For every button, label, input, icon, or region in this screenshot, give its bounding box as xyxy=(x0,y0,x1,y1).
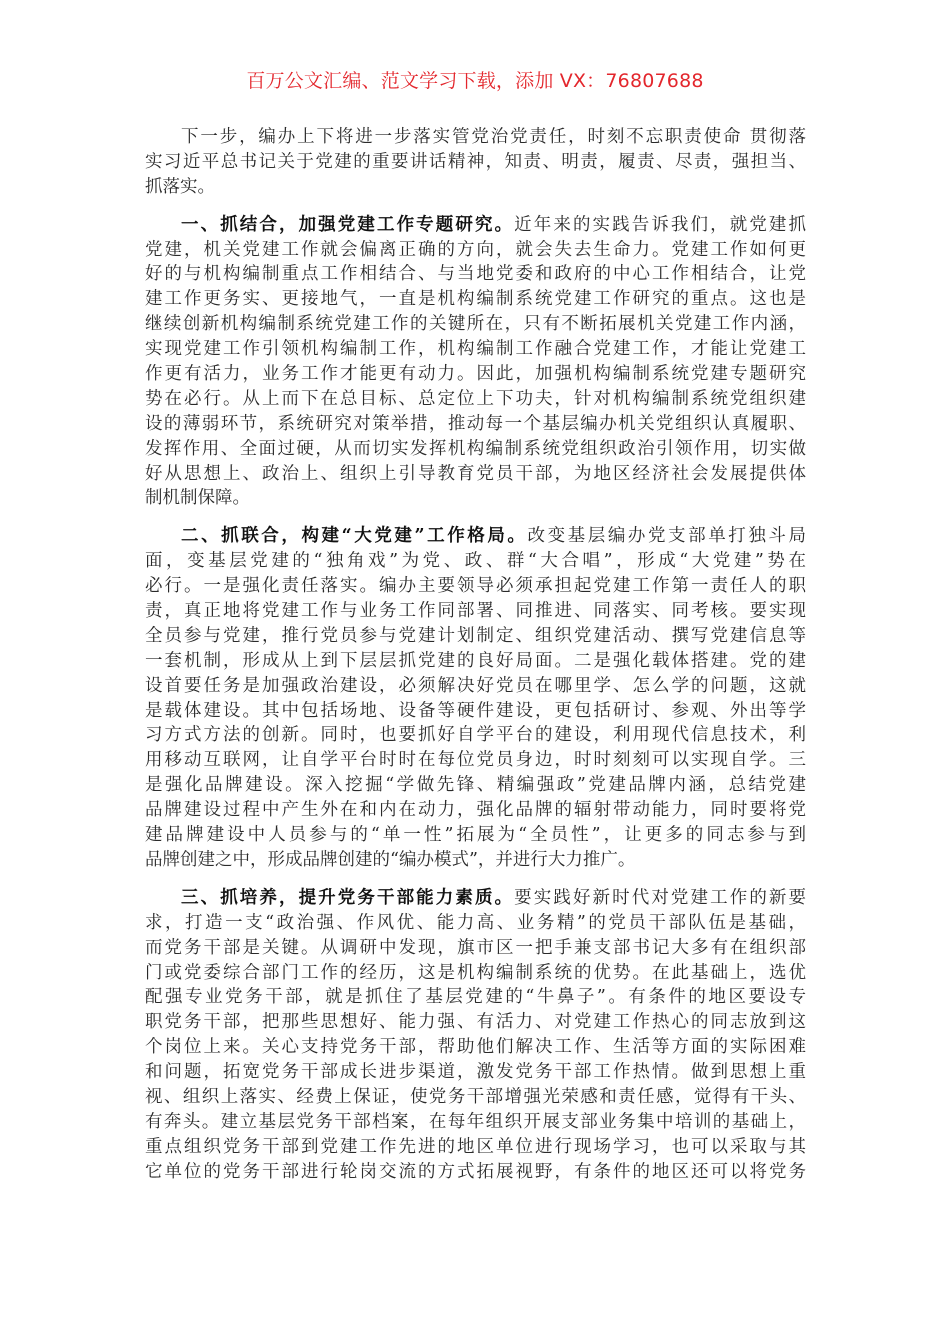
line-text: 好的与机构编制重点工作相结合、与当地党委和政府的中心工作相结合，让党 xyxy=(145,264,806,285)
line-text: 全员参与党建，推行党员参与党建计划制定、组织党建活动、撰写党建信息等 xyxy=(145,625,806,646)
line-text: 是载体建设。其中包括场地、设备等硬件建设，更包括研讨、参观、外出等学 xyxy=(145,700,806,721)
line-text: 配强专业党务干部，就是抓住了基层党建的“牛鼻子”。有条件的地区要设专 xyxy=(145,987,806,1008)
text-line xyxy=(145,462,806,487)
text-line xyxy=(145,1160,806,1185)
line-text: 品牌创建之中，形成品牌创建的“编办模式”，并进行大力推广。 xyxy=(145,849,636,870)
text-line xyxy=(145,798,806,823)
line-text: 视、组织上落实、经费上保证，使党务干部增强光荣感和责任感，觉得有干头、 xyxy=(145,1086,806,1107)
text-line xyxy=(145,599,806,624)
text-line xyxy=(145,911,806,936)
text-line xyxy=(145,312,806,337)
line-text: 抓落实。 xyxy=(145,176,215,197)
text-line xyxy=(145,699,806,724)
text-line xyxy=(145,723,806,748)
line-text: 面，变基层党建的“独角戏”为党、政、群“大合唱”，形成“大党建”势在 xyxy=(145,551,806,572)
text-line xyxy=(145,574,806,599)
text-line xyxy=(145,1085,806,1110)
text-line xyxy=(145,649,806,674)
line-text: 必行。一是强化责任落实。编办主要领导必须承担起党建工作第一责任人的职 xyxy=(145,576,806,597)
text-line xyxy=(145,773,806,798)
text-line xyxy=(145,848,806,873)
text-line xyxy=(145,238,806,263)
paragraph xyxy=(145,125,806,200)
section-heading: 二、抓联合，构建“大党建”工作格局。 xyxy=(181,526,528,547)
line-text: 发挥作用、全面过硬，从而切实发挥机构编制系统党组织政治引领作用，切实做 xyxy=(145,438,806,459)
line-text: 实现党建工作引领机构编制工作，机构编制工作融合党建工作，才能让党建工 xyxy=(145,339,806,360)
line-text: 有奔头。建立基层党务干部档案，在每年组织开展支部业务集中培训的基础上， xyxy=(145,1111,806,1132)
text-line xyxy=(145,175,806,200)
line-text: 建品牌建设中人员参与的“单一性”拓展为“全员性”，让更多的同志参与到 xyxy=(145,825,806,846)
text-line xyxy=(145,961,806,986)
line-text: 设的薄弱环节，系统研究对策举措，推动每一个基层编办机关党组织认真履职、 xyxy=(145,413,806,434)
text-line xyxy=(145,823,806,848)
text-line xyxy=(145,1060,806,1085)
line-text: 势在必行。从上而下在总目标、总定位上下功夫，针对机构编制系统党组织建 xyxy=(145,388,806,409)
text-line xyxy=(145,150,806,175)
text-line xyxy=(145,886,806,911)
section-heading: 一、抓结合，加强党建工作专题研究。 xyxy=(181,214,515,235)
text-line xyxy=(145,437,806,462)
text-line xyxy=(145,287,806,312)
text-line xyxy=(145,1135,806,1160)
text-line xyxy=(145,936,806,961)
line-text: 用移动互联网，让自学平台时时在每位党员身边，时时刻刻可以实现自学。三 xyxy=(145,750,806,771)
text-line xyxy=(145,125,806,150)
line-text: 下一步，编办上下将进一步落实管党治党责任，时刻不忘职责使命 贯彻落 xyxy=(181,127,806,147)
line-text: 设首要任务是加强政治建设，必须解决好党员在哪里学、怎么学的问题，这就 xyxy=(145,675,806,696)
text-line xyxy=(145,337,806,362)
watermark-banner: 百万公文汇编、范文学习下载，添加 VX：76807688 xyxy=(246,70,704,92)
section-heading: 三、抓培养，提升党务干部能力素质。 xyxy=(181,887,515,908)
text-line xyxy=(145,486,806,511)
line-text: 一套机制，形成从上到下层层抓党建的良好局面。二是强化载体搭建。党的建 xyxy=(145,650,806,671)
text-line xyxy=(145,624,806,649)
document-body xyxy=(145,125,806,1198)
text-line xyxy=(145,262,806,287)
line-text: 和问题，拓宽党务干部成长进步渠道，激发党务干部工作热情。做到思想上重 xyxy=(145,1062,806,1083)
line-text: 是强化品牌建设。深入挖掘“学做先锋、精编强政”党建品牌内涵，总结党建 xyxy=(145,775,806,796)
line-text: 要实践好新时代对党建工作的新要 xyxy=(514,887,807,908)
line-text: 品牌建设过程中产生外在和内在动力，强化品牌的辐射带动能力，同时要将党 xyxy=(145,800,806,821)
text-line xyxy=(145,412,806,437)
text-line xyxy=(145,213,806,238)
line-text: 职党务干部，把那些思想好、能力强、有活力、对党建工作热心的同志放到这 xyxy=(145,1012,806,1033)
line-text: 门或党委综合部门工作的经历，这是机构编制系统的优势。在此基础上，选优 xyxy=(145,962,806,983)
line-text: 个岗位上来。关心支持党务干部，帮助他们解决工作、生活等方面的实际困难 xyxy=(145,1037,806,1058)
text-line xyxy=(145,549,806,574)
line-text: 实习近平总书记关于党建的重要讲话精神，知责、明责，履责、尽责，强担当、 xyxy=(145,151,806,172)
text-line xyxy=(145,748,806,773)
paragraph xyxy=(145,524,806,872)
line-text: 习方式方法的创新。同时，也要抓好自学平台的建设，利用现代信息技术，利 xyxy=(145,725,806,746)
paragraph xyxy=(145,886,806,1185)
text-line xyxy=(145,1010,806,1035)
line-text: 责，真正地将党建工作与业务工作同部署、同推进、同落实、同考核。要实现 xyxy=(145,601,806,622)
line-text: 制机制保障。 xyxy=(145,488,250,509)
text-line xyxy=(145,674,806,699)
line-text: 建工作更务实、更接地气，一直是机构编制系统党建工作研究的重点。这也是 xyxy=(145,289,806,310)
line-text: 重点组织党务干部到党建工作先进的地区单位进行现场学习，也可以采取与其 xyxy=(145,1136,806,1157)
line-text: 作更有活力，业务工作才能更有动力。因此，加强机构编制系统党建专题研究 xyxy=(145,364,806,385)
line-text: 近年来的实践告诉我们，就党建抓 xyxy=(514,214,807,235)
line-text: 继续创新机构编制系统党建工作的关键所在，只有不断拓展机关党建工作内涵， xyxy=(145,314,806,335)
text-line xyxy=(145,387,806,412)
text-line xyxy=(145,985,806,1010)
paragraph xyxy=(145,213,806,512)
line-text: 而党务干部是关键。从调研中发现，旗市区一把手兼支部书记大多有在组织部 xyxy=(145,937,806,958)
text-line xyxy=(145,524,806,549)
line-text: 它单位的党务干部进行轮岗交流的方式拓展视野，有条件的地区还可以将党务 xyxy=(145,1161,806,1182)
line-text: 改变基层编办党支部单打独斗局 xyxy=(527,526,807,547)
line-text: 求，打造一支“政治强、作风优、能力高、业务精”的党员干部队伍是基础， xyxy=(145,912,806,933)
text-line xyxy=(145,1110,806,1135)
text-line xyxy=(145,362,806,387)
line-text: 党建，机关党建工作就会偏离正确的方向，就会失去生命力。党建工作如何更 xyxy=(145,239,806,260)
text-line xyxy=(145,1035,806,1060)
line-text: 好从思想上、政治上、组织上引导教育党员干部，为地区经济社会发展提供体 xyxy=(145,463,806,484)
